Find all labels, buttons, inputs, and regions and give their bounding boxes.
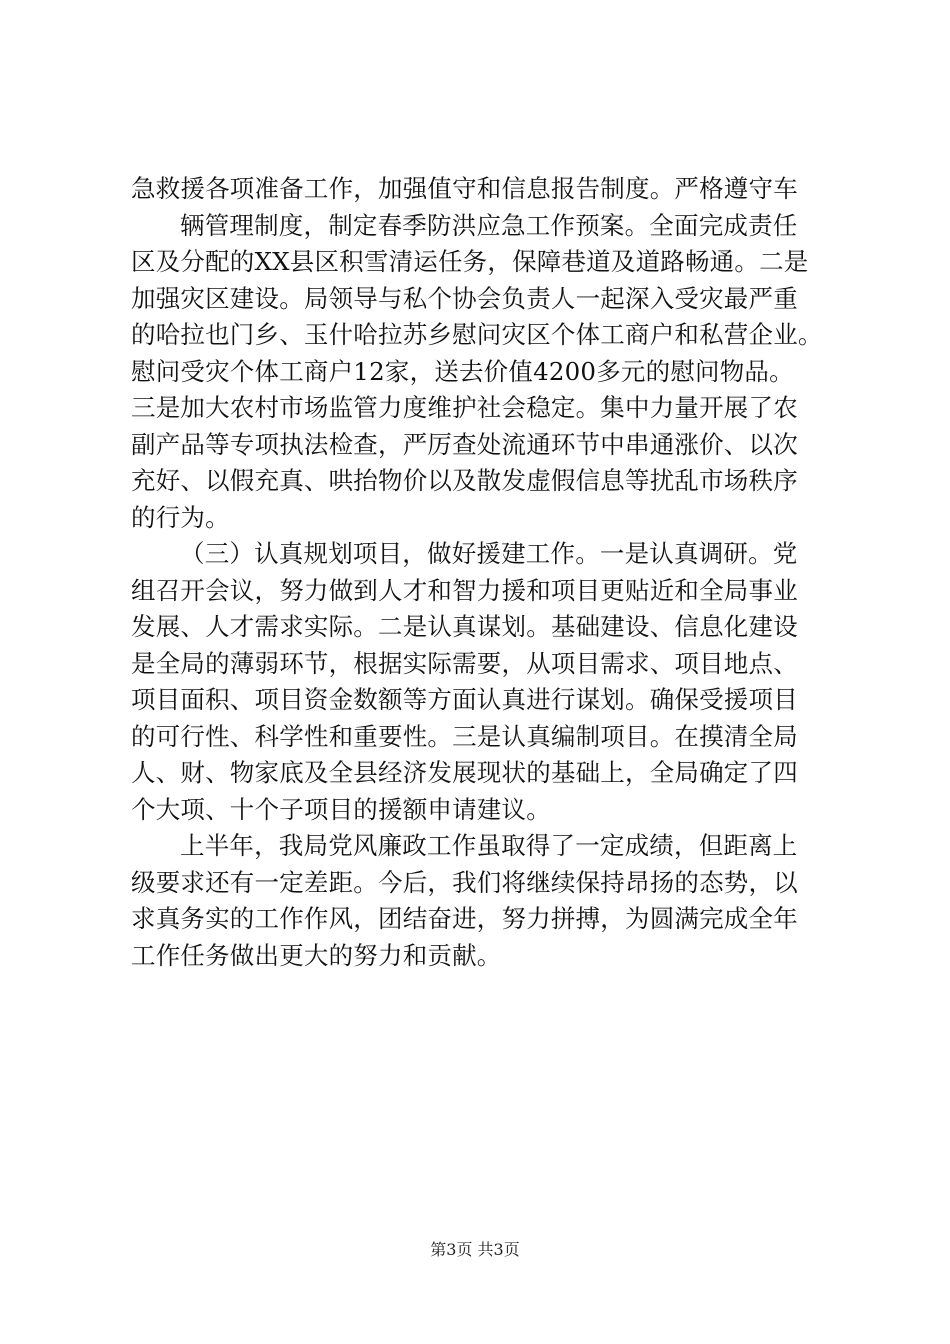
text-line: 充好、以假充真、哄抬物价以及散发虚假信息等扰乱市场秩序	[131, 466, 798, 495]
text-line: 项目面积、项目资金数额等方面认真进行谋划。确保受援项目	[131, 685, 798, 714]
text-line: 急救援各项准备工作，加强值守和信息报告制度。严格遵守车	[131, 174, 798, 203]
text-line: 副产品等专项执法检查，严厉查处流通环节中串通涨价、以次	[131, 429, 798, 459]
text-line: 级要求还有一定差距。今后，我们将继续保持昂扬的态势，以	[131, 867, 798, 897]
text-line: 区及分配的XX县区积雪清运任务，保障巷道及道路畅通。二是	[131, 247, 809, 276]
text-line: 慰问受灾个体工商户12家，送去价值4200多元的慰问物品。	[131, 356, 794, 386]
section-heading-line: （三）认真规划项目，做好援建工作。一是认真调研。党	[180, 539, 798, 568]
text-line: 工作任务做出更大的努力和贡献。	[131, 940, 502, 970]
text-line: 加强灾区建设。局领导与私个协会负责人一起深入受灾最严重	[131, 283, 798, 313]
text-line: 组召开会议，努力做到人才和智力援和项目更贴近和全局事业	[131, 575, 798, 605]
text-line: 个大项、十个子项目的援额申请建议。	[131, 794, 551, 824]
text-line: 辆管理制度，制定春季防洪应急工作预案。全面完成责任	[180, 210, 798, 240]
text-line: 上半年，我局党风廉政工作虽取得了一定成绩，但距离上	[180, 831, 798, 860]
text-line: 求真务实的工作作风，团结奋进，努力拼搏，为圆满完成全年	[131, 904, 798, 933]
text-line: 三是加大农村市场监管力度维护社会稳定。集中力量开展了农	[131, 393, 798, 422]
text-line: 的行为。	[131, 502, 230, 532]
page-number-footer: 第3页 共3页	[430, 1240, 520, 1259]
text-line: 的哈拉也门乡、玉什哈拉苏乡慰问灾区个体工商户和私营企业。	[131, 320, 823, 349]
text-line: 的可行性、科学性和重要性。三是认真编制项目。在摸清全局	[131, 721, 798, 751]
text-line: 发展、人才需求实际。二是认真谋划。基础建设、信息化建设	[131, 612, 798, 641]
text-line: 人、财、物家底及全县经济发展现状的基础上，全局确定了四	[131, 758, 798, 787]
document-body	[131, 171, 841, 974]
text-line: 是全局的薄弱环节，根据实际需要，从项目需求、项目地点、	[131, 648, 798, 678]
